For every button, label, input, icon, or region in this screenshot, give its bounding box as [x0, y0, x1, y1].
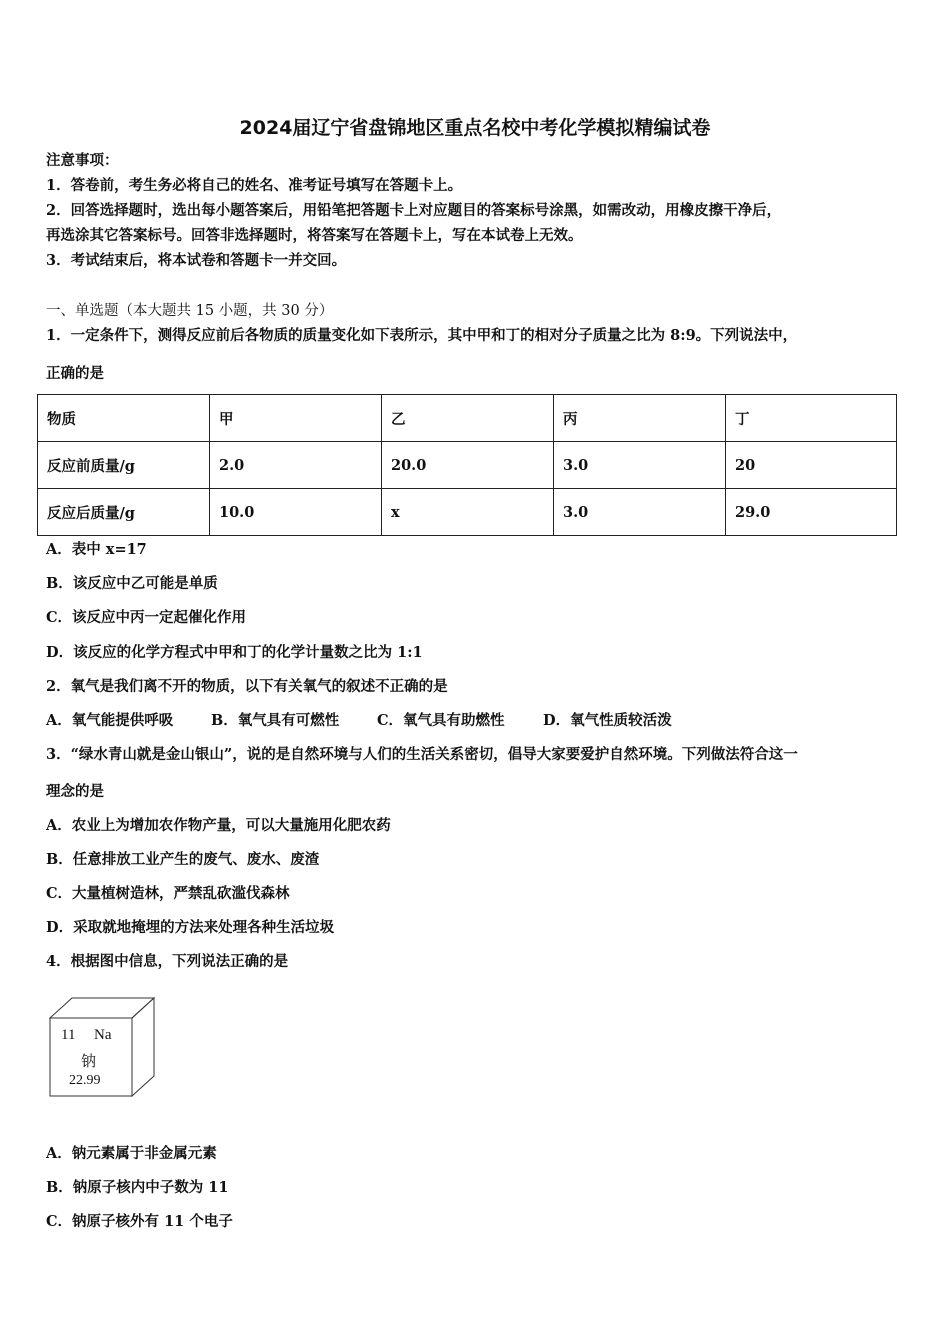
- table-header-cell: 甲: [210, 395, 382, 442]
- q1-option-a: A．表中 x=17: [46, 541, 147, 558]
- table-cell: x: [382, 489, 554, 536]
- mass-change-table: [37, 394, 897, 536]
- section-heading: 一、单选题（本大题共 15 小题，共 30 分）: [46, 303, 334, 319]
- q3-stem: 3．“绿水青山就是金山银山”，说的是自然环境与人们的生活关系密切，倡导大家要爱护自然环境。下列做法符合这一: [46, 746, 798, 763]
- q1-option-c: C．该反应中丙一定起催化作用: [46, 609, 247, 626]
- q4-option-b: B．钠原子核内中子数为 11: [46, 1179, 229, 1196]
- table-header-cell: 丁: [726, 395, 897, 442]
- table-cell: 20: [726, 442, 897, 489]
- table-header-cell: 乙: [382, 395, 554, 442]
- notice-item: 3．考试结束后，将本试卷和答题卡一并交回。: [46, 252, 347, 269]
- q3-option-d: D．采取就地掩埋的方法来处理各种生活垃圾: [46, 919, 335, 936]
- table-cell: 反应前质量/g: [38, 442, 210, 489]
- q3-option-c: C．大量植树造林，严禁乱砍滥伐森林: [46, 885, 290, 902]
- periodic-element-cube: [48, 996, 158, 1101]
- table-row: [38, 489, 897, 536]
- atomic-number: 11: [61, 1027, 76, 1043]
- q4-option-c: C．钠原子核外有 11 个电子: [46, 1213, 233, 1230]
- table-cell: 2.0: [210, 442, 382, 489]
- table-cell: 10.0: [210, 489, 382, 536]
- table-cell: 3.0: [554, 489, 726, 536]
- q1-stem-cont: 正确的是: [46, 365, 104, 382]
- element-symbol: Na: [94, 1027, 112, 1043]
- table-cell: 29.0: [726, 489, 897, 536]
- q1-stem: 1．一定条件下，测得反应前后各物质的质量变化如下表所示，其中甲和丁的相对分子质量之比为 8:9。下列说法中，: [46, 327, 798, 344]
- table-cell: 20.0: [382, 442, 554, 489]
- q2-option-c: C．氧气具有助燃性: [377, 712, 505, 729]
- notice-heading: 注意事项：: [46, 152, 119, 169]
- q3-option-b: B．任意排放工业产生的废气、废水、废渣: [46, 851, 320, 868]
- q2-option-a: A．氧气能提供呼吸: [46, 712, 174, 729]
- table-row: [38, 442, 897, 489]
- notice-item: 1．答卷前，考生务必将自己的姓名、准考证号填写在答题卡上。: [46, 177, 463, 194]
- q1-option-d: D．该反应的化学方程式中甲和丁的化学计量数之比为 1:1: [46, 644, 423, 661]
- q3-stem-cont: 理念的是: [46, 783, 104, 800]
- table-header-row: [38, 395, 897, 442]
- q2-option-b: B．氧气具有可燃性: [211, 712, 340, 729]
- table-header-cell: 丙: [554, 395, 726, 442]
- q4-option-a: A．钠元素属于非金属元素: [46, 1145, 217, 1162]
- table-cell: 3.0: [554, 442, 726, 489]
- q2-stem: 2．氧气是我们离不开的物质，以下有关氧气的叙述不正确的是: [46, 678, 448, 695]
- q2-option-d: D．氧气性质较活泼: [543, 712, 672, 729]
- page-title: 2024届辽宁省盘锦地区重点名校中考化学模拟精编试卷: [239, 117, 711, 139]
- cube-outline-icon: [48, 996, 158, 1101]
- q1-option-b: B．该反应中乙可能是单质: [46, 575, 218, 592]
- q3-option-a: A．农业上为增加农作物产量，可以大量施用化肥农药: [46, 817, 391, 834]
- q4-stem: 4．根据图中信息，下列说法正确的是: [46, 953, 289, 970]
- notice-item: 再选涂其它答案标号。回答非选择题时，将答案写在答题卡上，写在本试卷上无效。: [46, 227, 583, 244]
- table-header-cell: 物质: [38, 395, 210, 442]
- element-name: 钠: [81, 1052, 97, 1070]
- table-cell: 反应后质量/g: [38, 489, 210, 536]
- notice-item: 2．回答选择题时，选出每小题答案后，用铅笔把答题卡上对应题目的答案标号涂黑，如需改动，用橡皮擦干净后，: [46, 202, 782, 219]
- atomic-mass: 22.99: [69, 1073, 101, 1088]
